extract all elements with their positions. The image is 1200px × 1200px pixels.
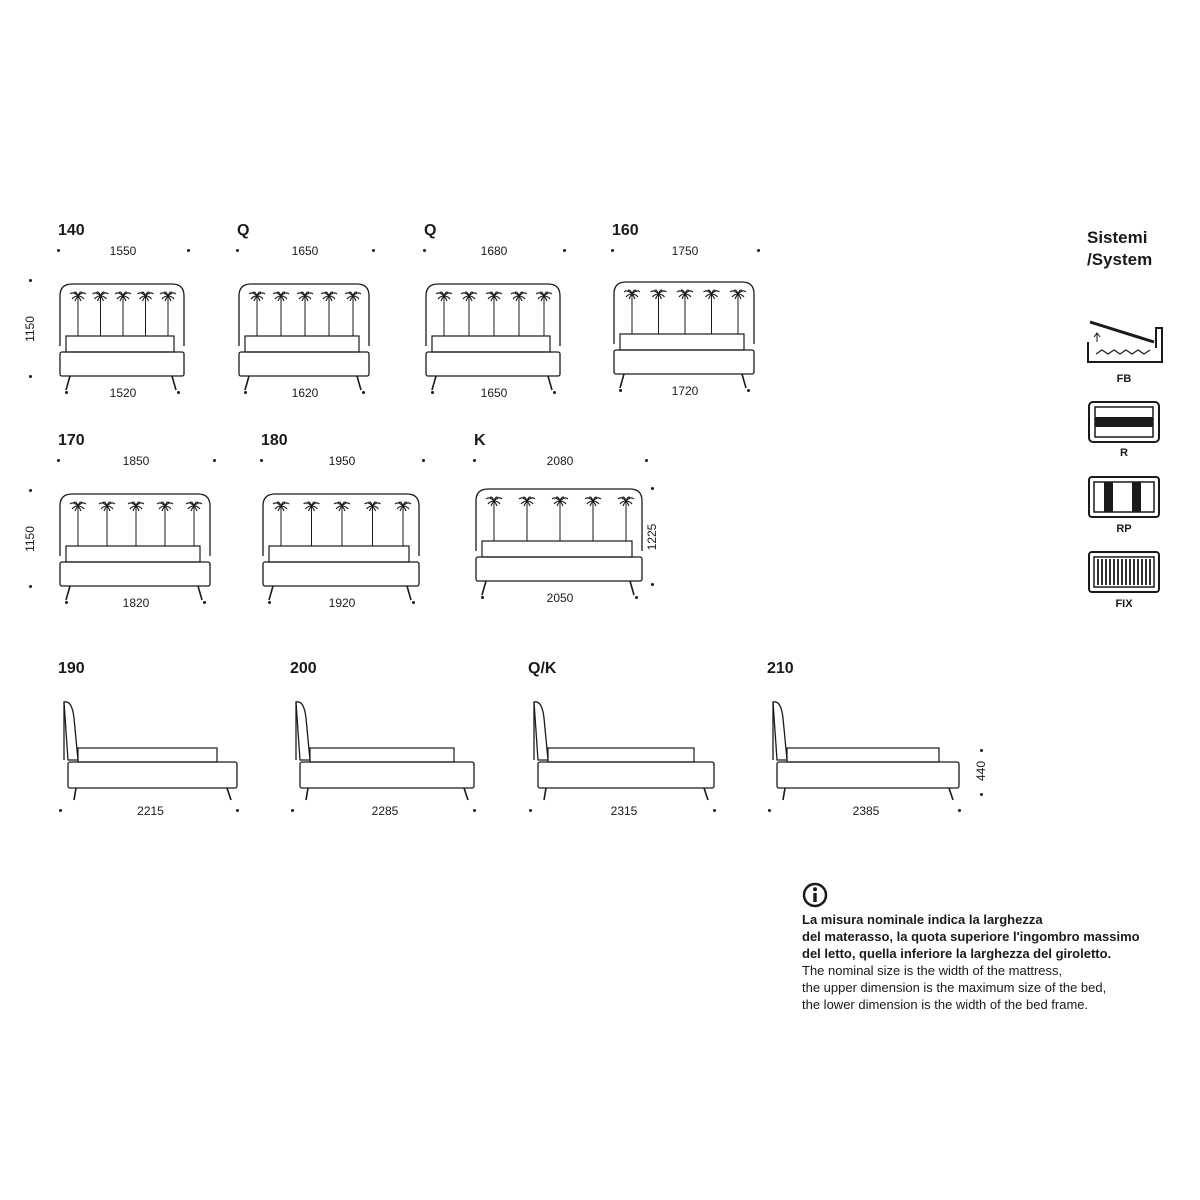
- size-label: 180: [261, 432, 288, 449]
- info-icon: [802, 882, 828, 908]
- bed-side-drawing: [767, 698, 965, 808]
- size-label: 140: [58, 222, 85, 239]
- upper-dimension: 1650: [291, 244, 319, 258]
- dimension-tick: [651, 583, 654, 586]
- size-label: 200: [290, 660, 317, 677]
- size-label: 210: [767, 660, 794, 677]
- lower-dimension: 2050: [546, 591, 574, 605]
- dimension-tick: [481, 596, 484, 599]
- dimension-tick: [236, 249, 239, 252]
- system-code-fb: FB: [1116, 373, 1132, 385]
- height-dimension: 1150: [23, 526, 37, 552]
- fixed-slats-icon: [1088, 551, 1160, 593]
- upper-dimension: 1850: [122, 454, 150, 468]
- dimension-tick: [177, 391, 180, 394]
- dimension-tick: [260, 459, 263, 462]
- dimension-tick: [236, 809, 239, 812]
- dimension-tick: [473, 809, 476, 812]
- dimension-tick: [563, 249, 566, 252]
- systems-title-line2: /System: [1087, 250, 1153, 269]
- dimension-tick: [768, 809, 771, 812]
- size-label: Q: [237, 222, 250, 239]
- dimension-tick: [713, 809, 716, 812]
- dimension-tick: [65, 601, 68, 604]
- dimension-tick: [423, 249, 426, 252]
- upper-dimension: 1680: [480, 244, 508, 258]
- bed-front-drawing: [612, 280, 758, 390]
- upper-dimension: 1750: [671, 244, 699, 258]
- systems-title: [1087, 227, 1152, 271]
- size-label: 160: [612, 222, 639, 239]
- length-dimension: 2385: [852, 804, 880, 818]
- dimension-tick: [980, 749, 983, 752]
- bed-front-drawing: [474, 487, 646, 597]
- length-dimension: 2315: [610, 804, 638, 818]
- dimension-tick: [529, 809, 532, 812]
- note-en-line3: the lower dimension is the width of the bed frame.: [802, 997, 1089, 1012]
- dimension-tick: [244, 391, 247, 394]
- dimension-tick: [431, 391, 434, 394]
- note-en-line2: the upper dimension is the maximum size of the bed,: [802, 980, 1107, 995]
- height-dimension: 1150: [23, 316, 37, 342]
- system-code-fix: FIX: [1115, 598, 1133, 610]
- size-label: Q: [424, 222, 437, 239]
- size-label: Q/K: [528, 660, 557, 677]
- lower-dimension: 1520: [109, 386, 137, 400]
- dimension-tick: [362, 391, 365, 394]
- dimension-tick: [747, 389, 750, 392]
- dimension-tick: [372, 249, 375, 252]
- lower-dimension: 1650: [480, 386, 508, 400]
- system-code-rp: RP: [1116, 523, 1132, 535]
- dimension-tick: [611, 249, 614, 252]
- size-label: 190: [58, 660, 85, 677]
- dimension-tick: [635, 596, 638, 599]
- upper-dimension: 2080: [546, 454, 574, 468]
- length-dimension: 2215: [137, 804, 164, 818]
- bed-side-drawing: [58, 698, 243, 808]
- bed-side-drawing: [290, 698, 480, 808]
- lower-dimension: 1820: [122, 596, 150, 610]
- dimension-tick: [213, 459, 216, 462]
- dimension-tick: [291, 809, 294, 812]
- note-en-line1: The nominal size is the width of the mattress,: [802, 963, 1063, 978]
- lower-dimension: 1620: [291, 386, 319, 400]
- dimension-tick: [553, 391, 556, 394]
- dimension-tick: [958, 809, 961, 812]
- size-label: 170: [58, 432, 85, 449]
- dimension-tick: [757, 249, 760, 252]
- length-dimension: 2285: [371, 804, 399, 818]
- height-dimension: 1225: [645, 523, 659, 551]
- dimension-tick: [59, 809, 62, 812]
- dimension-tick: [57, 459, 60, 462]
- height-dimension: 440: [974, 760, 988, 782]
- upper-dimension: 1550: [109, 244, 137, 258]
- dimension-tick: [619, 389, 622, 392]
- systems-title-line1: Sistemi: [1087, 228, 1148, 247]
- dimension-tick: [29, 279, 32, 282]
- size-label: K: [474, 432, 486, 449]
- bed-front-drawing: [58, 282, 188, 392]
- dimension-tick: [57, 249, 60, 252]
- storage-lift-icon: [1086, 320, 1166, 370]
- bed-front-drawing: [237, 282, 373, 392]
- dimension-tick: [645, 459, 648, 462]
- lower-dimension: 1920: [328, 596, 356, 610]
- bed-front-drawing: [261, 492, 423, 602]
- bed-front-drawing: [424, 282, 564, 392]
- system-code-r: R: [1120, 447, 1128, 459]
- dimension-tick: [651, 487, 654, 490]
- note-it-line3: del letto, quella inferiore la larghezza del giroletto.: [802, 946, 1112, 961]
- dimension-tick: [29, 489, 32, 492]
- slat-base-adjustable-icon: [1088, 476, 1160, 518]
- dimension-tick: [187, 249, 190, 252]
- lower-dimension: 1720: [671, 384, 699, 398]
- dimension-tick: [473, 459, 476, 462]
- note-it-line2: del materasso, la quota superiore l'ingombro massimo: [802, 929, 1140, 944]
- dimension-tick: [268, 601, 271, 604]
- dimension-tick: [980, 793, 983, 796]
- dimension-tick: [29, 375, 32, 378]
- dimension-tick: [412, 601, 415, 604]
- dimension-tick: [29, 585, 32, 588]
- slat-base-icon: [1088, 401, 1160, 443]
- note-it-line1: La misura nominale indica la larghezza: [802, 912, 1043, 927]
- upper-dimension: 1950: [328, 454, 356, 468]
- dimension-tick: [422, 459, 425, 462]
- dimension-tick: [203, 601, 206, 604]
- bed-front-drawing: [58, 492, 214, 602]
- bed-side-drawing: [528, 698, 720, 808]
- dimension-tick: [65, 391, 68, 394]
- info-note: [802, 911, 1182, 1013]
